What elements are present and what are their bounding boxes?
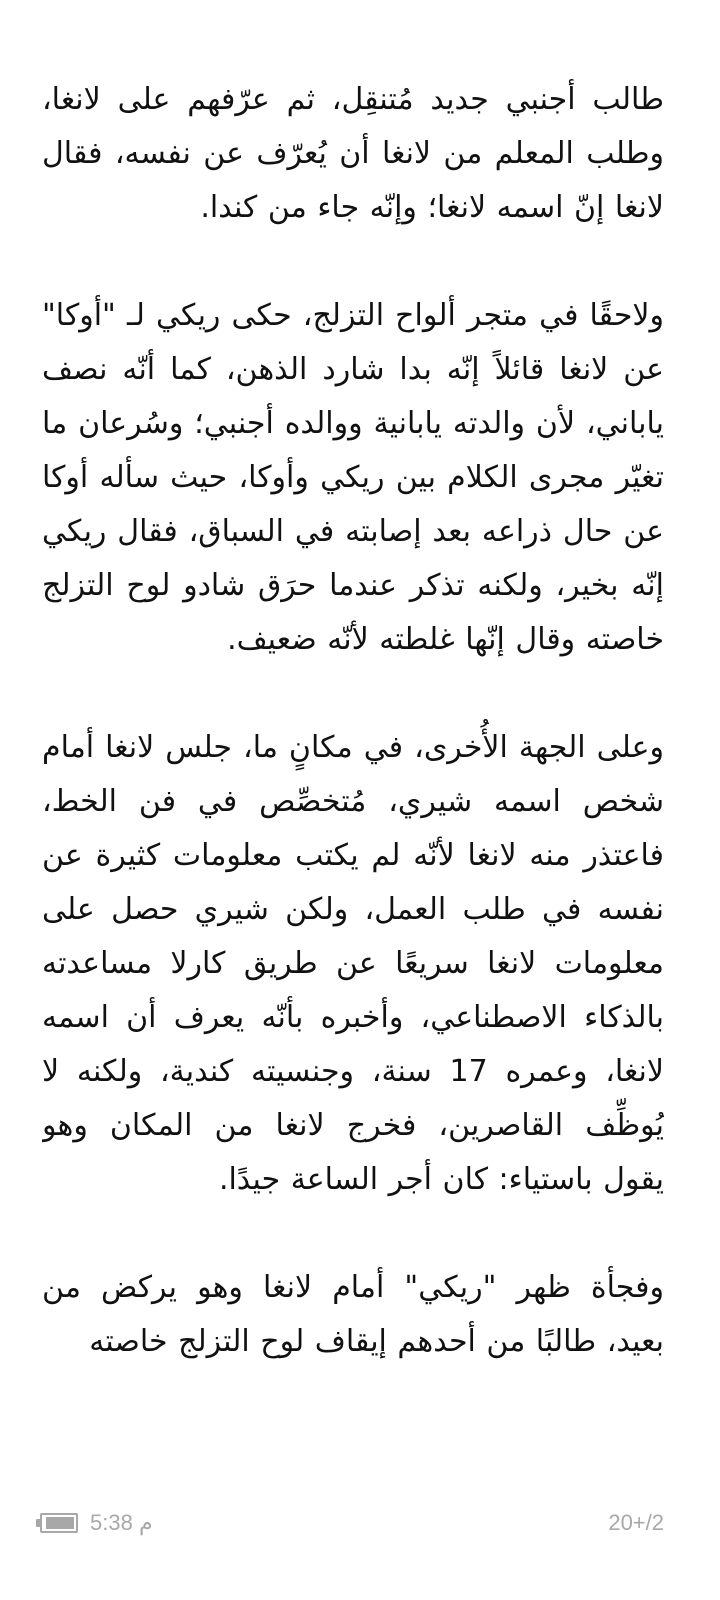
status-group [40, 1503, 153, 1543]
paragraph-3: وعلى الجهة الأُخرى، في مكانٍ ما، جلس لانغا أمام شخص اسمه شيري، مُتخصِّص في فن الخط، فاعتذر منه لانغا لأنّه لم يكتب معلومات كثيرة عن نفسه في طلب العمل، ولكن شيري حصل على معلومات لانغا سريعًا عن طريق كارلا مساعدته بالذكاء الاصطناعي، وأخبره بأنّه يعرف أن اسمه لانغا، وعمره 17 سنة، وجنسيته كندية، ولكنه لا يُوظِّف القاصرين، فخرج لانغا من المكان وهو يقول باستياء: كان أجر الساعة جيدًا. [42, 730, 664, 1197]
reader-footer [40, 1503, 664, 1543]
page-indicator: 20+/2 [608, 1510, 664, 1535]
battery-level-fill [46, 1517, 75, 1529]
clock-time: 5:38 م [90, 1510, 153, 1535]
paragraph-1: طالب أجنبي جديد مُتنقِل، ثم عرّفهم على لانغا، وطلب المعلم من لانغا أن يُعرّف عن نفسه، فقال لانغا إنّ اسمه لانغا؛ وإنّه جاء من كندا. [42, 82, 664, 225]
battery-icon [40, 1513, 78, 1533]
paragraph-2: ولاحقًا في متجر ألواح التزلج، حكى ريكي لـ "أوكا" عن لانغا قائلاً إنّه بدا شارد الذهن، كما أنّه نصف ياباني، لأن والدته يابانية ووالده أجنبي؛ وسُرعان ما تغيّر مجرى الكلام بين ريكي وأوكا، حيث سأله أوكا عن حال ذراعه بعد إصابته في السباق، فقال ريكي إنّه بخير، ولكنه تذكر عندما حرَق شادو لوح التزلج خاصته وقال إنّها غلطته لأنّه ضعيف. [42, 298, 664, 657]
paragraph-4: وفجأة ظهر "ريكي" أمام لانغا وهو يركض من بعيد، طالبًا من أحدهم إيقاف لوح التزلج خاصته [42, 1270, 664, 1359]
reader-page[interactable] [42, 73, 664, 1513]
